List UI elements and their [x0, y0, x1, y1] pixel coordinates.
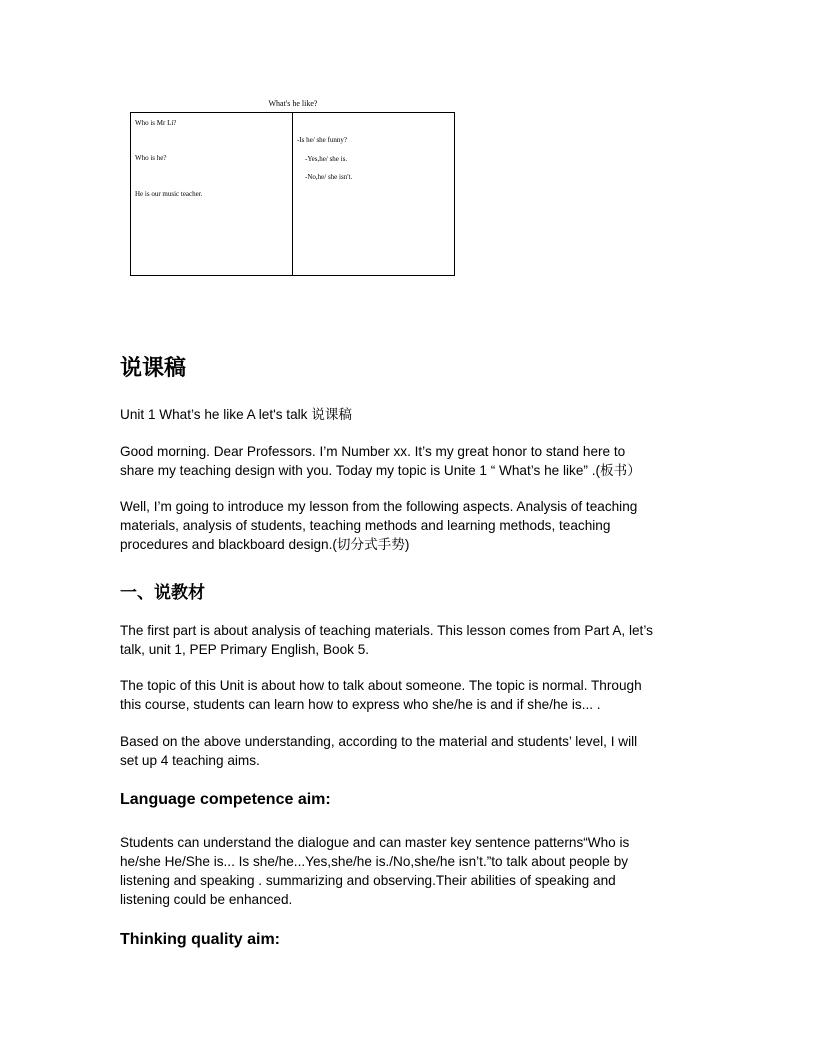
paragraph-line: listening and speaking . summarizing and observing.Their abilities of speaking and [120, 873, 616, 888]
paragraph-line: share my teaching design with you. Today my topic is Unite 1 “ What’s he like” .(板书） [120, 463, 641, 478]
paragraph-line: he/she He/She is... Is she/he...Yes,she/he is./No,she/he isn’t.”to talk about people by [120, 854, 629, 869]
paragraph-line: set up 4 teaching aims. [120, 753, 260, 768]
aspects-paragraph [120, 497, 700, 554]
topic-paragraph [120, 676, 700, 714]
based-paragraph [120, 732, 700, 770]
board-left-line: Who is he? [135, 154, 167, 162]
aim-heading: Thinking quality aim: [120, 931, 281, 948]
subtitle-text: Unit 1 What’s he like A let's talk 说课稿 [120, 407, 353, 422]
paragraph-line: Students can understand the dialogue and can master key sentence patterns“Who is [120, 835, 630, 850]
materials-paragraph [120, 621, 700, 659]
board-right-line: -No,he/ she isn't. [305, 173, 353, 181]
paragraph-line: this course, students can learn how to express who she/he is and if she/he is... . [120, 697, 601, 712]
board-left-line: Who is Mr Li? [135, 119, 177, 127]
paragraph-line: talk, unit 1, PEP Primary English, Book 5. [120, 642, 370, 657]
aim-heading: Language competence aim: [120, 791, 331, 808]
intro-paragraph [120, 442, 700, 480]
paragraph-line: materials, analysis of students, teaching methods and learning methods, teaching [120, 518, 611, 533]
page-title: 说课稿 [120, 356, 187, 381]
paragraph-line: The first part is about analysis of teaching materials. This lesson comes from Part A, let’s [120, 623, 653, 638]
board-left-line: He is our music teacher. [135, 190, 203, 198]
paragraph-line: procedures and blackboard design.(切分式手势) [120, 537, 410, 552]
paragraph-line: The topic of this Unit is about how to talk about someone. The topic is normal. Through [120, 678, 642, 693]
section-heading: 一、说教材 [120, 583, 205, 603]
board-right-line: -Yes,he/ she is. [305, 155, 348, 163]
board-right-line: -Is he/ she funny? [297, 136, 347, 144]
subtitle-paragraph [120, 405, 700, 424]
aim1-paragraph [120, 833, 700, 909]
paragraph-line: Good morning. Dear Professors. I’m Number xx. It’s my great honor to stand here to [120, 444, 626, 459]
table-divider [292, 113, 293, 275]
paragraph-line: listening could be enhanced. [120, 892, 293, 907]
blackboard-design-table [130, 112, 455, 276]
paragraph-line: Based on the above understanding, according to the material and students’ level, I will [120, 734, 638, 749]
blackboard-caption: What's he like? [268, 99, 318, 108]
paragraph-line: Well, I’m going to introduce my lesson from the following aspects. Analysis of teaching [120, 499, 638, 514]
